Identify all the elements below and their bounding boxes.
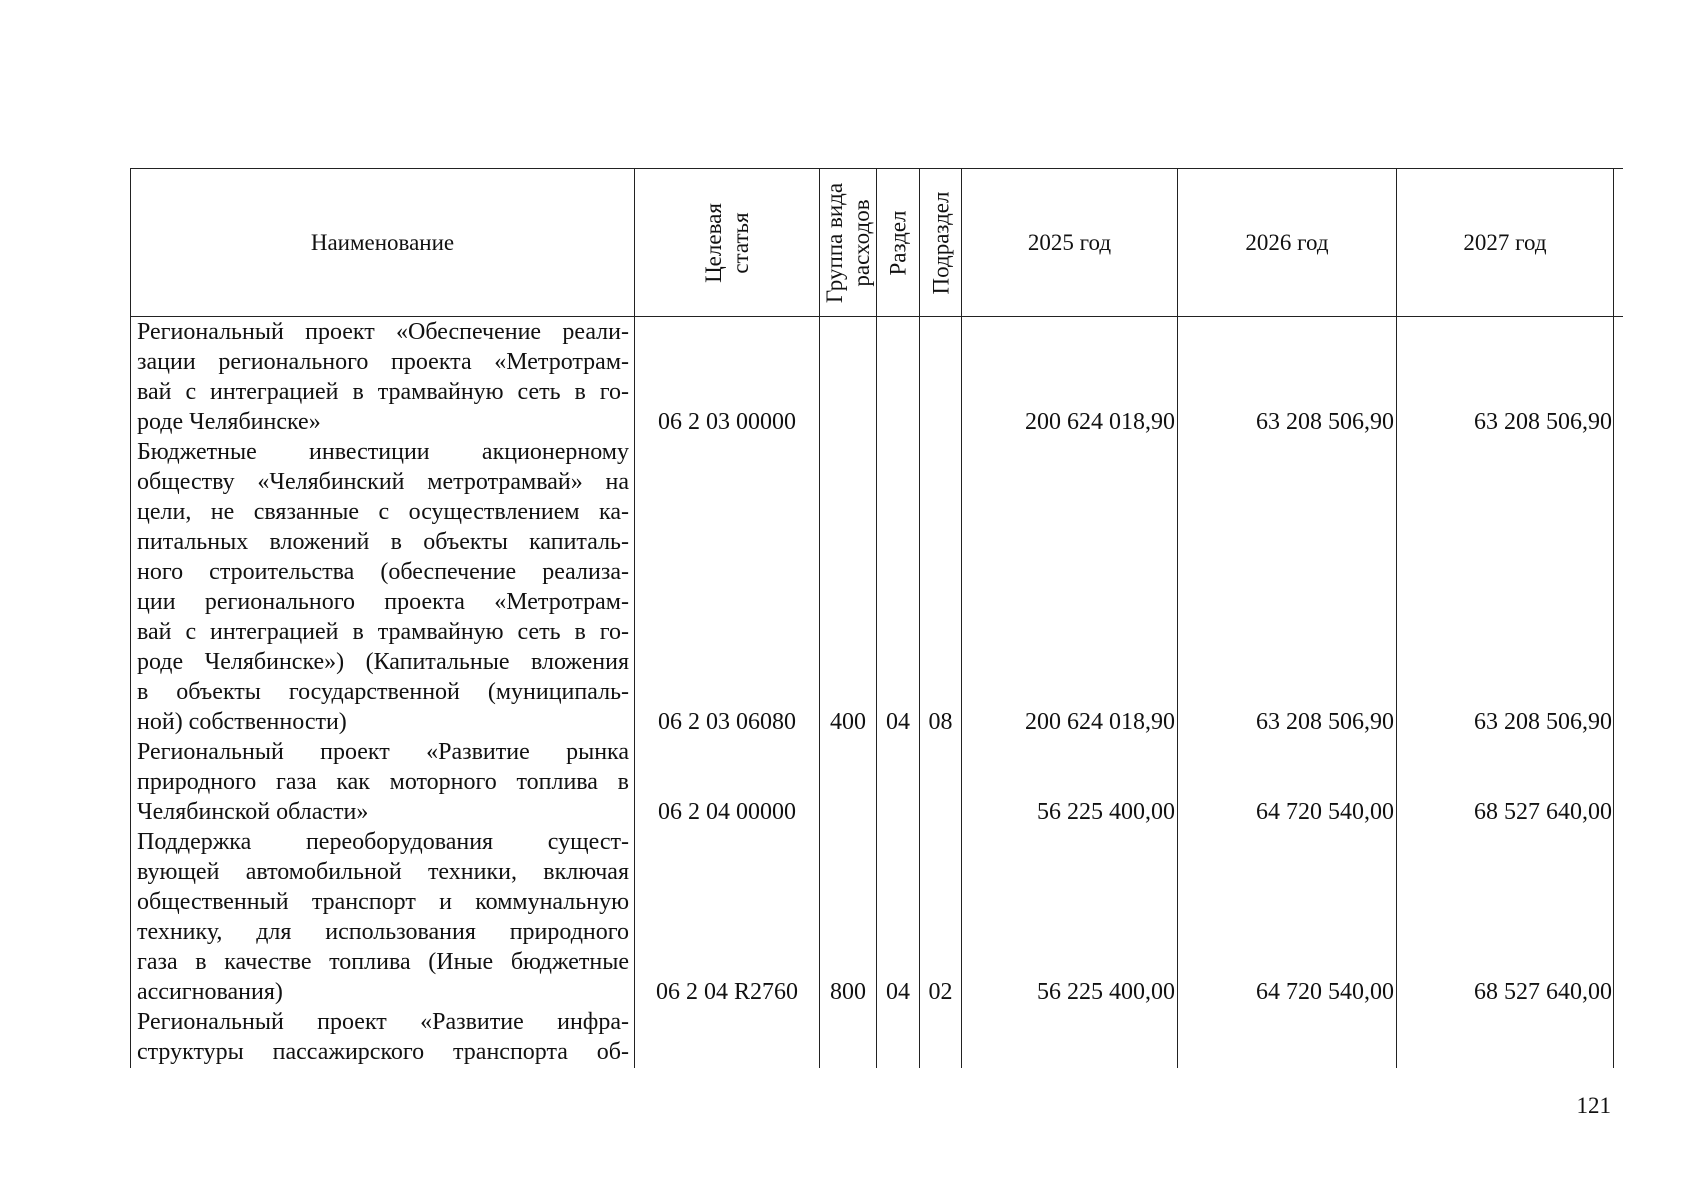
- row-1-name-line-0: Бюджетные инвестиции акционерному: [137, 439, 629, 465]
- header-group: [820, 169, 876, 316]
- row-0-name-line-0: Региональный проект «Обеспечение реали-: [137, 319, 629, 345]
- row-3-target: 06 2 04 R2760: [655, 979, 798, 1005]
- row-3-name-line-0: Поддержка переоборудования сущест-: [137, 829, 629, 855]
- row-1-name-line-1: обществу «Челябинский метротрамвай» на: [137, 469, 629, 495]
- header-target: [635, 169, 819, 316]
- page-number: 121: [1576, 1093, 1611, 1118]
- row-1-name-line-6: вай с интеграцией в трамвайную сеть в го-: [137, 619, 629, 645]
- row-2-y2027: 68 527 640,00: [1474, 799, 1612, 825]
- row-1-name-line-9: ной) собственности): [137, 709, 347, 735]
- row-3-name-line-4: газа в качестве топлива (Иные бюджетные: [137, 949, 629, 975]
- row-0-name-line-2: вай с интеграцией в трамвайную сеть в го-: [137, 379, 629, 405]
- row-1-name-line-2: цели, не связанные с осуществлением ка-: [137, 499, 629, 525]
- row-3-name-line-2: общественный транспорт и коммунальную: [137, 889, 629, 915]
- row-2-target: 06 2 04 00000: [658, 799, 796, 825]
- header-name: [131, 169, 634, 316]
- header-target-line2: статья: [728, 211, 753, 274]
- header-target-text: [700, 203, 754, 283]
- row-0-y2025: 200 624 018,90: [1025, 409, 1175, 435]
- row-3-y2027: 68 527 640,00: [1474, 979, 1612, 1005]
- row-0-y2026: 63 208 506,90: [1256, 409, 1394, 435]
- header-group-line2: расходов: [849, 198, 874, 287]
- header-target-line1: Целевая: [701, 202, 726, 283]
- row-1-name-line-3: питальных вложений в объекты капиталь-: [137, 529, 629, 555]
- row-1-section: 04: [886, 709, 910, 735]
- row-3-y2025: 56 225 400,00: [1037, 979, 1175, 1005]
- row-1-target: 06 2 03 06080: [658, 709, 796, 735]
- row-2-y2026: 64 720 540,00: [1256, 799, 1394, 825]
- row-0-y2027: 63 208 506,90: [1474, 409, 1612, 435]
- row-1-subsection: 08: [928, 709, 953, 735]
- row-3-y2026: 64 720 540,00: [1256, 979, 1394, 1005]
- row-2-name-line-1: природного газа как моторного топлива в: [137, 769, 629, 795]
- header-2027-text: 2027 год: [1463, 229, 1547, 255]
- row-1-name-line-7: роде Челябинске») (Капитальные вложения: [137, 649, 629, 675]
- header-2026-text: 2026 год: [1245, 229, 1329, 255]
- header-group-text: [821, 182, 875, 302]
- header-group-line1: Группа вида: [822, 182, 847, 303]
- row-1-name-line-4: ного строительства (обеспечение реализа-: [137, 559, 629, 585]
- header-2025: [962, 169, 1177, 316]
- row-1-name-line-8: в объекты государственной (муниципаль-: [137, 679, 629, 705]
- row-1-y2025: 200 624 018,90: [1025, 709, 1175, 735]
- row-3-group: 800: [830, 979, 866, 1005]
- row-2-name-line-2: Челябинской области»: [137, 799, 369, 825]
- row-2-name-line-0: Региональный проект «Развитие рынка: [137, 739, 629, 765]
- header-subsection-text: Подраздел: [928, 191, 953, 294]
- header-2026: [1178, 169, 1396, 316]
- row-4-name-line-1: структуры пассажирского транспорта об-: [137, 1039, 629, 1065]
- row-1-name-line-5: ции регионального проекта «Метротрам-: [137, 589, 629, 615]
- col-border-right: [1613, 168, 1614, 1068]
- row-4-name-line-0: Региональный проект «Развитие инфра-: [137, 1009, 629, 1035]
- row-2-y2025: 56 225 400,00: [1037, 799, 1175, 825]
- row-3-name-line-5: ассигнования): [137, 979, 283, 1005]
- row-0-target: 06 2 03 00000: [658, 409, 796, 435]
- header-section: [877, 169, 919, 316]
- row-1-y2027: 63 208 506,90: [1474, 709, 1612, 735]
- header-name-text: Наименование: [310, 229, 455, 255]
- row-0-name-line-1: зации регионального проекта «Метротрам-: [137, 349, 629, 375]
- row-0-name-line-3: роде Челябинске»: [137, 409, 321, 435]
- header-2027: [1397, 169, 1613, 316]
- header-section-text: Раздел: [885, 209, 911, 276]
- row-3-subsection: 02: [928, 979, 953, 1005]
- header-subsection: [920, 169, 961, 316]
- row-3-name-line-3: технику, для использования природного: [137, 919, 629, 945]
- row-1-y2026: 63 208 506,90: [1256, 709, 1394, 735]
- header-2025-text: 2025 год: [1027, 229, 1112, 255]
- row-1-group: 400: [830, 709, 866, 735]
- row-3-name-line-1: вующей автомобильной техники, включая: [137, 859, 629, 885]
- row-3-section: 04: [886, 979, 910, 1005]
